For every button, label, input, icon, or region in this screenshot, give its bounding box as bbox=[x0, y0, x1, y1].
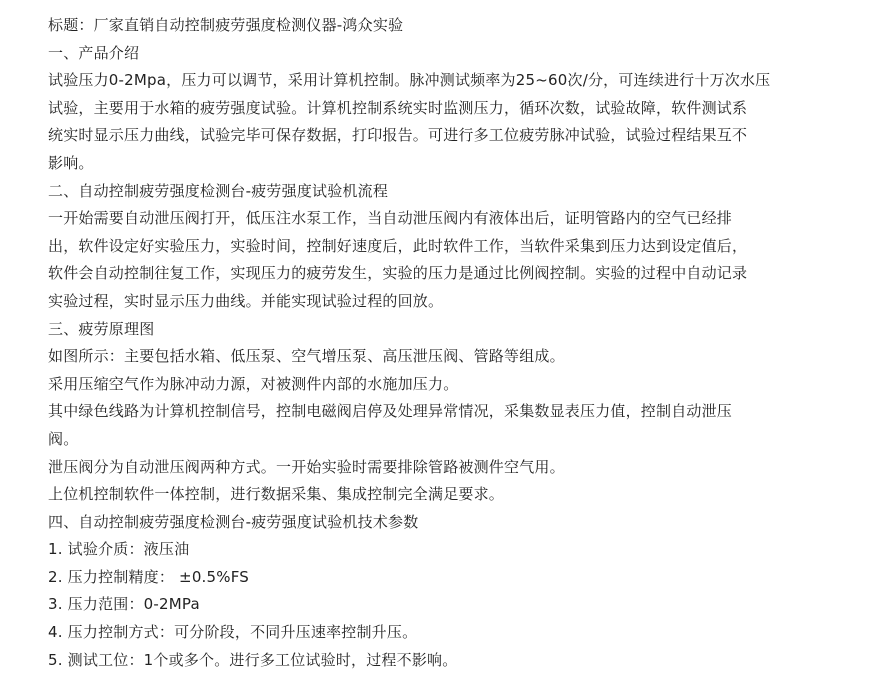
spec-item: 5. 测试工位：1个或多个。进行多工位试验时，过程不影响。 bbox=[48, 650, 458, 669]
spec-item: 2. 压力控制精度： ±0.5%FS bbox=[48, 567, 250, 586]
principle-line: 泄压阀分为自动泄压阀两种方式。一开始实验时需要排除管路被测件空气用。 bbox=[48, 457, 565, 476]
principle-line: 阀。 bbox=[48, 429, 79, 448]
spec-item: 1. 试验介质：液压油 bbox=[48, 540, 190, 559]
intro-paragraph-line: 试验压力0-2Mpa，压力可以调节，采用计算机控制。脉冲测试频率为25~60次/分，可连续进行十万次水压 bbox=[48, 71, 771, 90]
process-paragraph-line: 实验过程，实时显示压力曲线。并能实现试验过程的回放。 bbox=[48, 291, 444, 310]
section-heading-process: 二、自动控制疲劳强度检测台-疲劳强度试验机流程 bbox=[48, 181, 389, 200]
principle-line: 采用压缩空气作为脉冲动力源，对被测件内部的水施加压力。 bbox=[48, 374, 459, 393]
intro-paragraph-line: 统实时显示压力曲线，试验完毕可保存数据，打印报告。可进行多工位疲劳脉冲试验，试验过程结果互不 bbox=[48, 126, 748, 145]
principle-line: 其中绿色线路为计算机控制信号，控制电磁阀启停及处理异常情况，采集数显表压力值，控制自动泄压 bbox=[48, 402, 733, 421]
spec-item: 4. 压力控制方式：可分阶段，不同升压速率控制升压。 bbox=[48, 623, 418, 642]
principle-line: 上位机控制软件一体控制，进行数据采集、集成控制完全满足要求。 bbox=[48, 485, 505, 504]
spec-item: 3. 压力范围：0-2MPa bbox=[48, 595, 200, 614]
article-title: 标题：厂家直销自动控制疲劳强度检测仪器-鸿众实验 bbox=[48, 16, 404, 34]
intro-paragraph-line: 影响。 bbox=[48, 153, 94, 172]
section-heading-specs: 四、自动控制疲劳强度检测台-疲劳强度试验机技术参数 bbox=[48, 512, 419, 531]
process-paragraph-line: 一开始需要自动泄压阀打开，低压注水泵工作，当自动泄压阀内有液体出后，证明管路内的空气已经排 bbox=[48, 209, 733, 228]
process-paragraph-line: 出，软件设定好实验压力，实验时间，控制好速度后，此时软件工作，当软件采集到压力达到设定值后， bbox=[48, 236, 748, 255]
intro-paragraph-line: 试验，主要用于水箱的疲劳强度试验。计算机控制系统实时监测压力，循环次数，试验故障，软件测试系 bbox=[48, 98, 748, 117]
section-heading-intro: 一、产品介绍 bbox=[48, 43, 140, 62]
section-heading-principle: 三、疲劳原理图 bbox=[48, 319, 155, 338]
principle-line: 如图所示：主要包括水箱、低压泵、空气增压泵、高压泄压阀、管路等组成。 bbox=[48, 347, 565, 366]
process-paragraph-line: 软件会自动控制往复工作，实现压力的疲劳发生，实验的压力是通过比例阀控制。实验的过程中自动记录 bbox=[48, 264, 748, 283]
